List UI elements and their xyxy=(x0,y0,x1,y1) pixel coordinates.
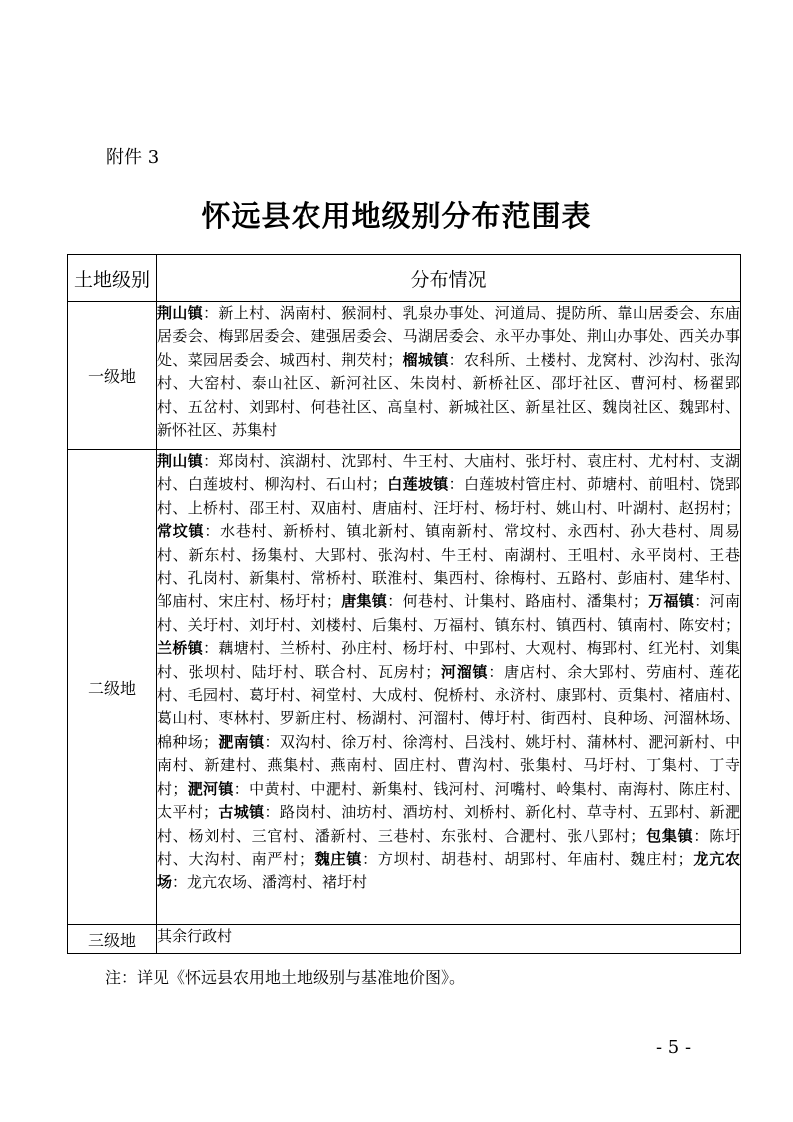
table-row xyxy=(68,450,741,925)
header-distribution: 分布情况 xyxy=(157,255,741,302)
village-list: ：何巷村、计集村、路庙村、潘集村； xyxy=(387,592,648,611)
town-name: 荆山镇 xyxy=(157,452,204,470)
town-name: 榴城镇 xyxy=(402,350,449,369)
table-row xyxy=(68,302,741,450)
town-name: 淝南镇 xyxy=(218,732,265,751)
distribution-cell xyxy=(157,925,741,954)
village-list: ：龙亢农场、潘湾村、褚圩村 xyxy=(172,873,368,892)
town-name: 魏庄镇 xyxy=(314,849,363,868)
town-name: 河溜镇 xyxy=(440,662,489,681)
attachment-label: 附件 3 xyxy=(106,147,160,168)
distribution-cell xyxy=(157,450,741,925)
village-list: ：白莲坡村管庄村、茆塘村、前咀村、饶郢村、上桥村、邵王村、双庙村、唐庙村、汪圩村、杨圩村、姚山村、叶湖村、赵拐村； xyxy=(157,475,740,517)
village-list: ：方坝村、胡巷村、胡郢村、年庙村、魏庄村； xyxy=(362,849,693,868)
header-land-level: 土地级别 xyxy=(68,255,157,302)
village-list: ：河南村、关圩村、刘圩村、刘楼村、后集村、万福村、镇东村、镇西村、镇南村、陈安村； xyxy=(157,592,740,634)
distribution-cell xyxy=(157,302,741,450)
level-cell: 一级地 xyxy=(68,302,157,450)
land-level-table xyxy=(67,254,741,954)
footnote: 注：详见《怀远县农用地土地级别与基准地价图》。 xyxy=(105,968,466,987)
town-name: 淝河镇 xyxy=(187,779,234,798)
town-name: 荆山镇 xyxy=(157,304,204,322)
village-list: ：农科所、土楼村、龙窝村、沙沟村、张沟村、大窑村、泰山社区、新河社区、朱岗村、新桥社区、邵圩社区、曹河村、杨翟郢村、五岔村、刘郢村、何巷社区、高皇村、新城社区、新星社区、魏岗社区、魏郢村、新怀社区、苏集村 xyxy=(157,350,740,440)
village-list: ：藕塘村、兰桥村、孙庄村、杨圩村、中郢村、大观村、梅郢村、红光村、刘集村、张坝村、陆圩村、联合村、瓦房村； xyxy=(157,639,740,681)
village-list: ：双沟村、徐万村、徐湾村、吕浅村、姚圩村、蒲林村、淝河新村、中南村、新建村、燕集村、燕南村、固庄村、曹沟村、张集村、马圩村、丁集村、丁寺村； xyxy=(157,732,740,798)
town-name: 龙亢农场 xyxy=(157,849,740,892)
town-name: 常坟镇 xyxy=(157,522,205,541)
page-number: - 5 - xyxy=(656,1037,692,1058)
village-list: 其余行政村 xyxy=(157,927,233,945)
village-list: ：唐店村、余大郢村、劳庙村、莲花村、毛园村、葛圩村、祠堂村、大成村、倪桥村、永济村、康郢村、贡集村、褚庙村、葛山村、枣林村、罗新庄村、杨湖村、河溜村、傅圩村、街西村、良种场、河溜林场、棉种场； xyxy=(157,662,740,751)
village-list: ：陈圩村、大沟村、南严村； xyxy=(157,826,740,868)
village-list: ：路岗村、油坊村、酒坊村、刘桥村、新化村、草寺村、五郢村、新淝村、杨刘村、三官村、潘新村、三巷村、东张村、合淝村、张八郢村； xyxy=(157,803,740,845)
level-cell: 三级地 xyxy=(68,925,157,954)
table-row xyxy=(68,925,741,954)
town-name: 白莲坡镇 xyxy=(386,475,449,494)
town-name: 兰桥镇 xyxy=(157,639,204,658)
village-list: ：中黄村、中淝村、新集村、钱河村、河嘴村、岭集村、南海村、陈庄村、太平村； xyxy=(157,779,740,822)
level-cell: 二级地 xyxy=(68,450,157,925)
village-list: ：新上村、涡南村、猴洞村、乳泉办事处、河道局、提防所、靠山居委会、东庙居委会、梅郢居委会、建强居委会、马湖居委会、永平办事处、荆山办事处、西关办事处、菜园居委会、城西村、荆芡村； xyxy=(157,304,740,369)
town-name: 万福镇 xyxy=(647,592,695,611)
document-title: 怀远县农用地级别分布范围表 xyxy=(201,199,592,233)
town-name: 古城镇 xyxy=(218,803,265,822)
village-list: ：郑岗村、滨湖村、沈郢村、牛王村、大庙村、张圩村、袁庄村、尤村村、支湖村、白莲坡村、柳沟村、石山村； xyxy=(157,452,740,494)
village-list: ：水巷村、新桥村、镇北新村、镇南新村、常坟村、永西村、孙大巷村、周易村、新东村、扬集村、大郢村、张沟村、牛王村、南湖村、王咀村、永平岗村、王巷村、孔岗村、新集村、常桥村、联淮村、集西村、徐梅村、五路村、彭庙村、建华村、邹庙村、宋庄村、杨圩村； xyxy=(157,522,740,611)
town-name: 包集镇 xyxy=(645,826,694,845)
table-header-row xyxy=(68,255,741,302)
town-name: 唐集镇 xyxy=(340,592,388,611)
